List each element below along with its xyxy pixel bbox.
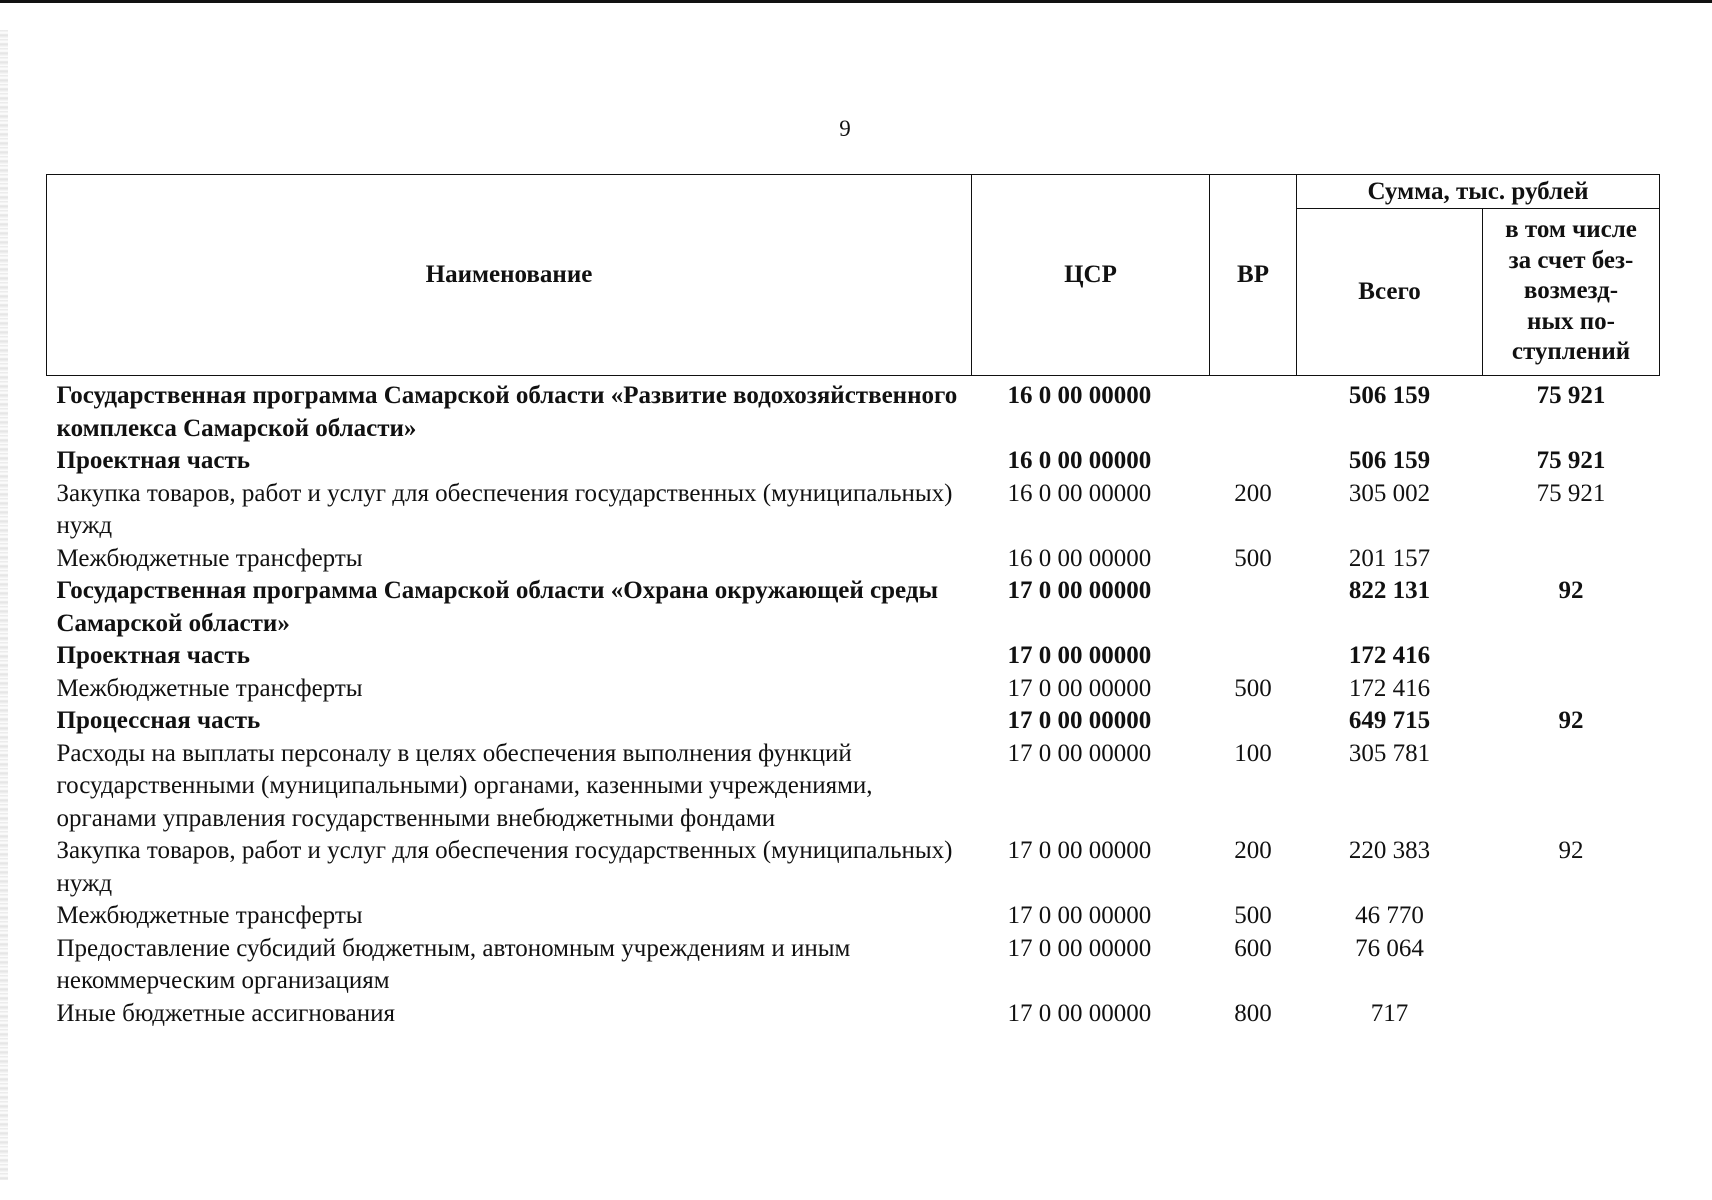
table-row bbox=[47, 738, 1660, 836]
table-row bbox=[47, 640, 1660, 673]
row-name: Проектная часть bbox=[56, 642, 251, 669]
table-row bbox=[47, 900, 1660, 933]
row-grant: 92 bbox=[1558, 707, 1584, 734]
row-name: Межбюджетные трансферты bbox=[56, 674, 363, 702]
row-csr: 17 0 00 00000 bbox=[1007, 902, 1152, 929]
row-total: 822 131 bbox=[1348, 577, 1431, 604]
row-total: 506 159 bbox=[1348, 382, 1431, 409]
row-vr bbox=[1210, 376, 1297, 446]
row-csr: 16 0 00 00000 bbox=[1007, 479, 1152, 507]
table-body bbox=[47, 376, 1660, 1031]
table-row bbox=[47, 575, 1660, 640]
row-name: Иные бюджетные ассигнования bbox=[56, 999, 396, 1027]
row-name: Государственная программа Самарской области «Охрана окружающей среды Самарской области» bbox=[56, 577, 938, 637]
header-total: Всего bbox=[1297, 209, 1483, 376]
row-csr: 17 0 00 00000 bbox=[1007, 707, 1152, 734]
header-grant-line: возмезд- bbox=[1523, 277, 1619, 304]
row-name: Межбюджетные трансферты bbox=[56, 902, 363, 929]
table-header bbox=[47, 175, 1660, 376]
row-grant: 75 921 bbox=[1536, 382, 1606, 409]
row-name: Государственная программа Самарской области «Развитие водохозяйственного комплекса Самарской области» bbox=[56, 382, 958, 442]
row-name: Предоставление субсидий бюджетным, автономным учреждениям и иным некоммерческим организациям bbox=[56, 934, 851, 994]
scan-edge-artifact bbox=[0, 30, 8, 1180]
row-grant bbox=[1483, 738, 1660, 836]
row-vr: 600 bbox=[1234, 934, 1272, 962]
row-vr: 200 bbox=[1234, 479, 1272, 507]
header-grant bbox=[1483, 209, 1660, 376]
row-vr: 100 bbox=[1234, 739, 1272, 767]
row-total: 717 bbox=[1370, 999, 1409, 1027]
row-grant: 75 921 bbox=[1536, 447, 1606, 474]
table-row bbox=[47, 376, 1660, 446]
row-total: 506 159 bbox=[1348, 447, 1431, 474]
row-name: Проектная часть bbox=[56, 447, 251, 474]
row-total: 172 416 bbox=[1348, 642, 1431, 669]
row-csr: 17 0 00 00000 bbox=[1007, 642, 1152, 669]
row-name: Процессная часть bbox=[56, 707, 261, 734]
header-grant-line: ступлений bbox=[1511, 338, 1631, 365]
row-grant: 75 921 bbox=[1536, 479, 1606, 507]
table-row bbox=[47, 673, 1660, 706]
row-name: Расходы на выплаты персоналу в целях обеспечения выполнения функций государственными (муниципальными) органами, казенными учреждениями, органами управления государственными внебюджетными фондами bbox=[56, 739, 873, 832]
row-total: 201 157 bbox=[1348, 544, 1431, 572]
page-number: 9 bbox=[839, 116, 851, 141]
row-csr: 17 0 00 00000 bbox=[1007, 837, 1152, 864]
row-vr: 800 bbox=[1234, 999, 1272, 1027]
row-csr: 17 0 00 00000 bbox=[1007, 934, 1152, 962]
row-name: Закупка товаров, работ и услуг для обеспечения государственных (муниципальных) нужд bbox=[56, 479, 953, 539]
row-vr: 200 bbox=[1234, 837, 1272, 864]
row-vr: 500 bbox=[1234, 544, 1272, 572]
header-grant-line: ных по- bbox=[1527, 307, 1615, 335]
row-total: 172 416 bbox=[1348, 674, 1431, 702]
table-row bbox=[47, 478, 1660, 543]
row-grant bbox=[1483, 640, 1660, 673]
row-total: 305 781 bbox=[1348, 739, 1431, 767]
row-grant bbox=[1483, 673, 1660, 706]
row-grant bbox=[1483, 543, 1660, 576]
row-vr: 500 bbox=[1234, 674, 1272, 702]
row-total: 220 383 bbox=[1348, 837, 1431, 864]
table-row bbox=[47, 835, 1660, 900]
row-vr bbox=[1210, 640, 1297, 673]
row-total: 76 064 bbox=[1355, 934, 1424, 962]
table-row bbox=[47, 543, 1660, 576]
header-grant-line: за счет без- bbox=[1508, 246, 1634, 274]
row-csr: 17 0 00 00000 bbox=[1007, 739, 1152, 767]
top-border-line bbox=[0, 0, 1712, 3]
row-grant bbox=[1483, 900, 1660, 933]
row-csr: 17 0 00 00000 bbox=[1007, 999, 1152, 1027]
row-csr: 17 0 00 00000 bbox=[1007, 674, 1152, 702]
row-vr: 500 bbox=[1234, 902, 1272, 929]
header-name: Наименование bbox=[47, 175, 972, 376]
budget-table bbox=[46, 174, 1660, 1030]
row-total: 46 770 bbox=[1355, 902, 1424, 929]
table-row bbox=[47, 998, 1660, 1031]
row-vr bbox=[1210, 575, 1297, 640]
row-name: Закупка товаров, работ и услуг для обеспечения государственных (муниципальных) нужд bbox=[56, 837, 953, 897]
table-row bbox=[47, 445, 1660, 478]
row-grant: 92 bbox=[1558, 577, 1584, 604]
header-vr: ВР bbox=[1210, 175, 1297, 376]
row-vr bbox=[1210, 445, 1297, 478]
row-total: 305 002 bbox=[1348, 479, 1431, 507]
row-csr: 16 0 00 00000 bbox=[1007, 447, 1152, 474]
table-row bbox=[47, 933, 1660, 998]
table-row bbox=[47, 705, 1660, 738]
header-sum-group: Сумма, тыс. рублей bbox=[1297, 175, 1660, 209]
row-name: Межбюджетные трансферты bbox=[56, 544, 363, 572]
header-grant-line: в том числе bbox=[1505, 216, 1637, 243]
row-csr: 16 0 00 00000 bbox=[1007, 382, 1152, 409]
row-csr: 17 0 00 00000 bbox=[1007, 577, 1152, 604]
row-csr: 16 0 00 00000 bbox=[1007, 544, 1152, 572]
row-total: 649 715 bbox=[1348, 707, 1431, 734]
header-csr: ЦСР bbox=[972, 175, 1210, 376]
row-grant bbox=[1483, 998, 1660, 1031]
row-grant bbox=[1483, 933, 1660, 998]
row-grant: 92 bbox=[1558, 837, 1584, 864]
row-vr bbox=[1210, 705, 1297, 738]
